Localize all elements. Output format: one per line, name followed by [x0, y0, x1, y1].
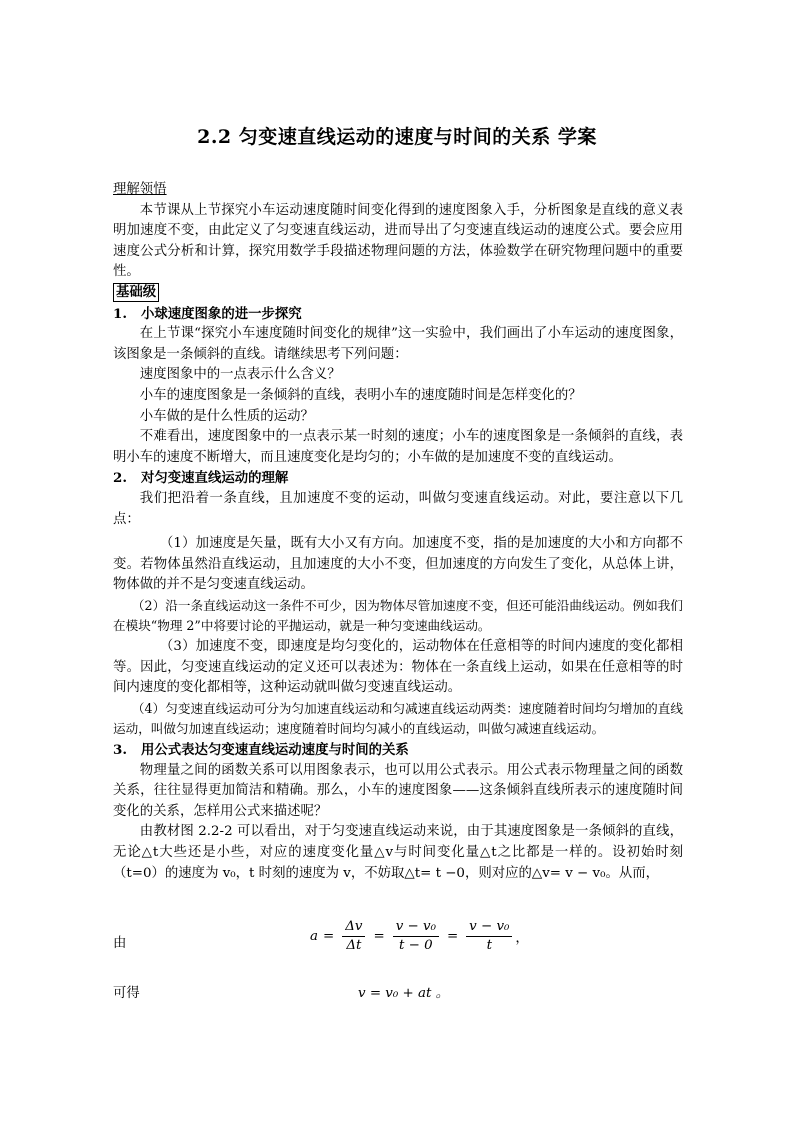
section-title: 对匀变速直线运动的理解	[141, 470, 289, 487]
section-1-paragraph-2: 不难看出，速度图象中的一点表示某一时刻的速度；小车的速度图象是一条倾斜的直线，表明小车的速度不断增大，而且速度变化是均匀的；小车做的是加速度不变的直线运动。	[113, 429, 683, 465]
question-2: 小车的速度图象是一条倾斜的直线，表明小车的速度随时间是怎样变化的？	[139, 387, 582, 403]
point-2: （2）沿一条直线运动这一条件不可少，因为物体尽管加速度不变，但还可能沿曲线运动。例如我们在模块“物理 2”中将要讨论的平抛运动，就是一种匀变速曲线运动。	[113, 597, 683, 634]
fraction-2	[393, 918, 439, 955]
question-3: 小车做的是什么性质的运动？	[139, 408, 314, 424]
section-2-paragraph-1: 我们把沿着一条直线，且加速度不变的运动，叫做匀变速直线运动。对此，要注意以下几点：	[113, 490, 683, 527]
fraction-1	[342, 918, 365, 955]
denominator: t	[486, 938, 492, 953]
document-body	[113, 180, 683, 884]
velocity-ratio-formula	[310, 918, 529, 955]
formula-equals: =	[322, 929, 335, 944]
section-number: 3.	[113, 742, 127, 759]
formula-equals: =	[446, 929, 459, 944]
numerator: v − v₀	[466, 918, 512, 937]
level-label-row	[113, 283, 683, 304]
formula-row-2	[113, 982, 683, 1006]
point-1: （1）加速度是矢量，既有大小又有方向。加速度不变，指的是加速度的大小和方向都不变。若物体虽然沿直线运动，且加速度的大小不变，但加速度的方向发生了变化，从总体上讲，物体做的并不是匀变速直线运动。	[113, 536, 683, 593]
numerator: Δv	[342, 918, 365, 937]
formula-label: 由	[113, 936, 127, 951]
level-label: 基础级	[113, 283, 159, 302]
formula-label: 可得	[113, 986, 140, 1001]
section-number: 1.	[113, 305, 127, 322]
formula-tail: ，	[515, 931, 529, 946]
section-title: 小球速度图象的进一步探究	[141, 305, 302, 322]
numerator: v − v₀	[393, 918, 439, 937]
formula-symbol-a: a	[310, 929, 318, 944]
denominator: t − 0	[399, 938, 433, 953]
section-3-paragraph-1: 物理量之间的函数关系可以用图象表示，也可以用公式表示。用公式表示物理量之间的函数关系，往往显得更加简洁和精确。那么，小车的速度图象——这条倾斜直线所表示的速度随时间变化的关系，怎样用公式来描述呢？	[113, 762, 683, 819]
question-1: 速度图象中的一点表示什么含义？	[139, 367, 341, 383]
section-1-paragraph-1: 在上节课“探究小车速度随时间变化的规律”这一实验中，我们画出了小车运动的速度图象，该图象是一条倾斜的直线。请继续思考下列问题：	[113, 326, 683, 362]
intro-paragraph: 本节课从上节探究小车运动速度随时间变化得到的速度图象入手，分析图象是直线的意义表明加速度不变，由此定义了匀变速直线运动，进而导出了匀变速直线运动的速度公式。要会应用速度公式分析和计算，探究用数学手段描述物理问题的方法，体验数学在研究物理问题中的重要性。	[113, 202, 683, 280]
denominator: Δt	[346, 938, 362, 953]
page-title: 2.2 匀变速直线运动的速度与时间的关系 学案	[197, 126, 597, 148]
point-4: （4）匀变速直线运动可分为匀加速直线运动和匀减速直线运动两类：速度随着时间均匀增加的直线运动，叫做匀加速直线运动；速度随着时间均匀减小的直线运动，叫做匀减速直线运动。	[113, 700, 683, 737]
section-3-paragraph-2: 由教材图 2.2-2 可以看出，对于匀变速直线运动来说，由于其速度图象是一条倾斜的直线，无论△t大些还是小些，对应的速度变化量△v与时间变化量△t之比都是一样的。设初始时刻（t=0）的速度为 v₀，t 时刻的速度为 v，不妨取△t= t −0，则对应的△v= v − v₀。从而，	[113, 824, 683, 881]
section-3-heading	[113, 740, 683, 761]
section-number: 2.	[113, 470, 127, 487]
section-1-heading	[113, 304, 683, 325]
velocity-time-formula: v = v₀ + at 。	[358, 986, 449, 1001]
section-title: 用公式表达匀变速直线运动速度与时间的关系	[141, 742, 409, 759]
point-3: （3）加速度不变，即速度是均匀变化的，运动物体在任意相等的时间内速度的变化都相等。因此，匀变速直线运动的定义还可以表述为：物体在一条直线上运动，如果在任意相等的时间内速度的变化都相等，这种运动就叫做匀变速直线运动。	[113, 639, 683, 696]
intro-heading: 理解领悟	[113, 182, 167, 197]
fraction-3	[466, 918, 512, 955]
section-2-heading	[113, 468, 683, 489]
formula-equals: =	[373, 929, 385, 944]
